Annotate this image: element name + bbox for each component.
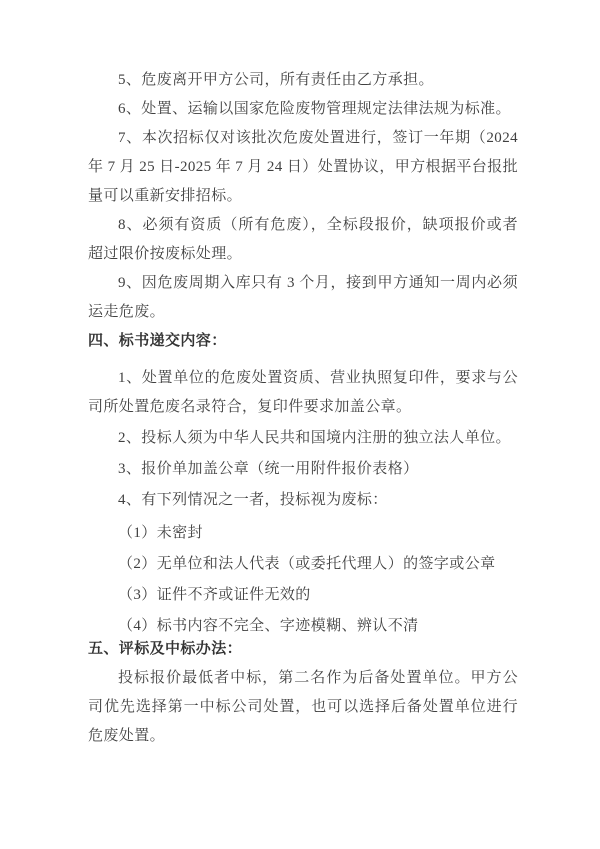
submission-item-1: 1、处置单位的危废处置资质、营业执照复印件，要求与公司所处置危废名录符合，复印件要求加盖公章。	[88, 370, 518, 415]
submission-item-4: 4、有下列情况之一者，投标视为废标：	[118, 492, 388, 508]
invalid-bid-case-3: （3）证件不齐或证件无效的	[118, 587, 311, 603]
clause-item-9: 9、因危废周期入库只有 3 个月，接到甲方通知一周内必须运走危废。	[88, 275, 518, 320]
invalid-bid-case-4: （4）标书内容不完全、字迹模糊、辨认不清	[118, 618, 419, 634]
clause-item-8: 8、必须有资质（所有危废），全标段报价，缺项报价或者超过限价按废标处理。	[88, 217, 518, 262]
document-content	[88, 66, 518, 751]
submission-item-3: 3、报价单加盖公章（统一用附件报价表格）	[118, 461, 419, 477]
clause-item-7: 7、本次招标仅对该批次危废处置进行，签订一年期（2024 年 7 月 25 日-2025 年 7 月 24 日）处置协议，甲方根据平台报批量可以重新安排招标。	[88, 130, 518, 204]
submission-item-2: 2、投标人须为中华人民共和国境内注册的独立法人单位。	[118, 430, 511, 446]
section-heading-4: 四、标书递交内容：	[88, 333, 227, 349]
clause-item-5: 5、危废离开甲方公司，所有责任由乙方承担。	[118, 72, 434, 88]
section-heading-5: 五、评标及中标办法：	[88, 641, 243, 657]
invalid-bid-case-2: （2）无单位和法人代表（或委托代理人）的签字或公章	[118, 556, 496, 572]
clause-item-6: 6、处置、运输以国家危险废物管理规定法律法规为标准。	[118, 101, 511, 117]
award-method-paragraph: 投标报价最低者中标，第二名作为后备处置单位。甲方公司优先选择第一中标公司处置，也可以选择后备处置单位进行危废处置。	[88, 670, 518, 744]
invalid-bid-case-1: （1）未密封	[118, 525, 203, 541]
